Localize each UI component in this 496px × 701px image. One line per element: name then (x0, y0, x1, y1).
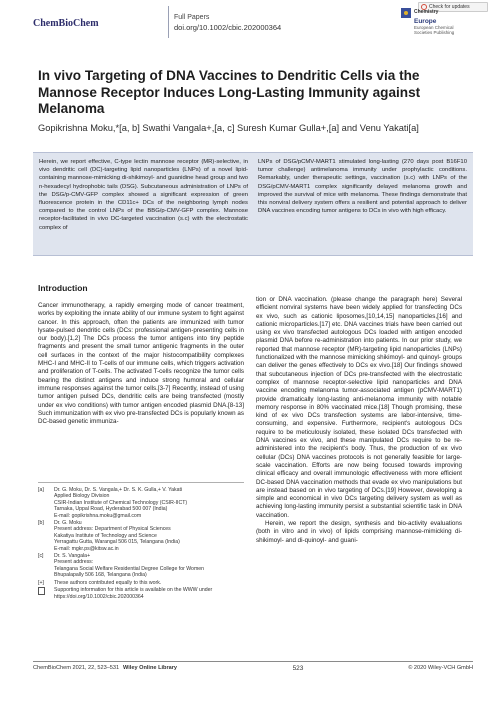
footnote-divider (38, 482, 244, 483)
article-type: Full Papers (174, 14, 210, 21)
article-doi-link[interactable]: doi.org/10.1002/cbic.202000364 (174, 23, 282, 32)
footnote-email[interactable]: E-mail: gopikrishna.moku@gmail.com (54, 512, 142, 519)
footnote-a (38, 487, 244, 519)
footnote-equal-contribution (38, 580, 244, 586)
footnote-b (38, 520, 244, 552)
footnote-line: CSIR-Indian Institute of Chemical Technology (CSIR-IICT) (54, 499, 188, 506)
check-updates-label: Check for updates (429, 4, 470, 10)
footnote-line: Telangana Social Welfare Residential Degree College for Women (54, 565, 205, 572)
wiley-online-library-link[interactable]: Wiley Online Library (123, 665, 178, 671)
introduction-heading: Introduction (38, 283, 88, 293)
logo-line-societies-2: Societies Publishing (414, 30, 455, 36)
footnote-line: Tarnaka, Uppal Road, Hyderabad 500 007 (India) (54, 506, 168, 513)
footnote-line: Present address: Department of Physical Sciences (54, 526, 171, 533)
intro-paragraph-3: Herein, we report the design, synthesis and bio-activity evaluations (both in vitro and in vivo) of lipids comprising mannose-mimicking di-shikimoyl- and di-quinoyl- and guani- (256, 520, 462, 544)
footnote-mark: [c] (38, 553, 44, 560)
footnote-c (38, 553, 244, 579)
abstract-column-1: Herein, we report effective, C-type lectin mannose receptor (MR)-selective, in vivo dendritic cell (DC)-targeting lipid nanoparticles (LNPs) of a novel lipid-containing mannose-mimicking di-shikimoyl- and guanidine head group and two n-hexadecyl hydrophobic tails (DSG). Subcutaneous administration of LNPs of the DSG/p-CMV-GFP complex showed a significant expression of green fluorescence protein in the CD11c+ DCs of the neighboring lymph nodes compared to the control LNPs of the BBG/p-CMV-GFP complex. Mannose receptor-facilitated in vivo DC-targeted vaccination (s.c) with the electrostatic complex of (39, 159, 248, 231)
article-title: In vivo Targeting of DNA Vaccines to Dendritic Cells via the Mannose Receptor Induces Long-Lasting Immunity against Melanoma (38, 68, 421, 116)
footnote-mark: [a] (38, 487, 44, 493)
copyright-notice: © 2020 Wiley-VCH GmbH (408, 665, 473, 671)
author-list: Gopikrishna Moku,*[a, b] Swathi Vangala+,[a, c] Suresh Kumar Gulla+,[a] and Venu Yakati[a] (38, 123, 419, 133)
footnote-mark: [b] (38, 520, 44, 527)
page-number: 523 (292, 665, 304, 672)
footnote-line: Kakatiya Institute of Technology and Science (54, 532, 157, 539)
journal-name: ChemBioChem (33, 18, 99, 29)
body-column-left (38, 302, 244, 426)
footnote-line: Dr. G. Moku (54, 520, 82, 527)
supporting-info-icon (38, 587, 50, 600)
logo-line-societies-1: European Chemical (414, 25, 454, 31)
journal-citation: ChemBioChem 2021, 22, 523–531 (33, 665, 120, 671)
header-separator (168, 6, 169, 38)
affiliation-footnotes (38, 487, 244, 601)
footnote-line: Applied Biology Division (54, 493, 110, 500)
footnote-line: Bhupalapally 506 168, Telangana (India) (54, 572, 147, 579)
intro-paragraph-2: tion or DNA vaccination. (please change the paragraph here) Several efficient nonviral systems have been widely applied for transfecting DCs ex vivo, such as cationic liposomes,[10,14,15] nanoparticles,[16] and cationic microparticles.[17] etc. DNA vaccines trials have been carried out using ex vivo transfected autologous DCs loaded with antigen encoded plasmid DNA before re-administration into patients. In our prior study, we reported that mannose receptor (MR)-targeting lipid nanoparticles (LNPs) functionalized with the mannose mimicking shikimoyl- and quinoyl- groups can deliver the genes effectively to DCs ex vivo.[18] Our findings showed that subcutaneous injection of DCs pre-transfected with the electrostatic complex of mannose receptor-selective lipid nanoparticles and DNA vaccine encoding melanoma tumor-associated antigen (pCMV-MART1) provide dramatically long-lasting anti-melanoma immunity with notable memory response in 80% vaccinated mice.[18] Though promising, these kind of ex vivo DCs transfection systems are labor-intensive, time-consuming, and expensive. Furthermore, recipient's autologous DCs require to be meticulously isolated, these isolated DCs transfected with DNA vaccines ex vivo, and these manipulated DCs require to be re-administered into the recipient's body. Thus, the production of ex vivo cellular (DCs) DNA vaccines protocols is not generally feasible for large-scale vaccination. Efforts are now being focused towards improving clinical efficacy and overall immunologic effectiveness with more efficient DC-based DNA vaccination methods that evade ex vivo manipulations but are instead based on in vivo targeting of DCs.[19] However, developing a simple and economical in vivo DCs targeting delivery system as well as achieving long-lasting immunity persist a substantial scientific task in DNA vaccination. (256, 296, 462, 519)
logo-line-europe: Europe (414, 18, 437, 25)
abstract-column-2: LNPs of DSG/pCMV-MART1 stimulated long-lasting (270 days post B16F10 tumor challenge) antimelanoma immunity under prophylactic conditions. Remarkably, under therapeutic settings, vaccination (s.c) with LNPs of the DSG/pCMV-MART1 complex significantly delayed melanoma growth and improved the survival of mice with melanoma. These findings demonstrate that this nonviral delivery system offers a resilient and potential approach to deliver DNA vaccines encoding tumor antigens to DCs in vivo with high efficacy. (258, 159, 467, 215)
footnote-line: Dr. S. Vangala+ (54, 553, 91, 560)
page-footer (33, 661, 473, 672)
publisher-logo (401, 8, 471, 35)
logo-line-chemistry: Chemistry (414, 9, 439, 16)
abstract-box (33, 152, 473, 256)
supporting-info-note (38, 587, 244, 600)
intro-paragraph-1: Cancer immunotherapy, a rapidly emerging mode of cancer treatment, works by exploiting the innate ability of our immune system to fight against cancer. In this approach, often the patients are immunized with tumor lysate-pulsed dendritic cells (DCs: professional antigen-presenting cells in our body).[1,2] The DCs process the tumor antigens into tiny peptide fragments and present the small tumor antigenic fragments in the outer cell surfaces in the context of the major histocompatibility complexes MHC-I and MHC-II to T-cells of our immune cells, which triggers activation and proliferation of T-cells. The activated T-cells recognize the tumor cells bearing the distinct antigens and induce strong humoral and cellular immune responses against the tumor cells.[3-7] Recently, instead of using tumor antigen pulsed DCs, dendritic cells are being transfected (mostly under ex vivo conditions) with tumor antigen encoded plasmid DNA.[8-13] Such immunization with ex vivo pre-transfected DCs is popularly known as DC-based genetic immuniza- (38, 302, 244, 426)
footnote-mark: [+] (38, 579, 44, 586)
footnote-line: Yerragattu Gutta, Warangal 506 015, Telangana (India) (54, 539, 180, 546)
supporting-info-link[interactable]: Supporting information for this article is available on the WWW under https://doi.org/10.1002/cbic.202000364 (54, 587, 213, 600)
footnote-line: Dr. G. Moku, Dr. S. Vangala,+ Dr. S. K. Gulla,+ V. Yakati (54, 487, 183, 493)
body-column-right (256, 296, 462, 545)
footnote-line: Present address: (54, 559, 94, 566)
footnote-line: These authors contributed equally to this work. (54, 579, 162, 586)
footnote-email[interactable]: E-mail: mgkr.ps@kitsw.ac.in (54, 545, 119, 552)
chemistry-europe-logo-icon (401, 8, 411, 18)
